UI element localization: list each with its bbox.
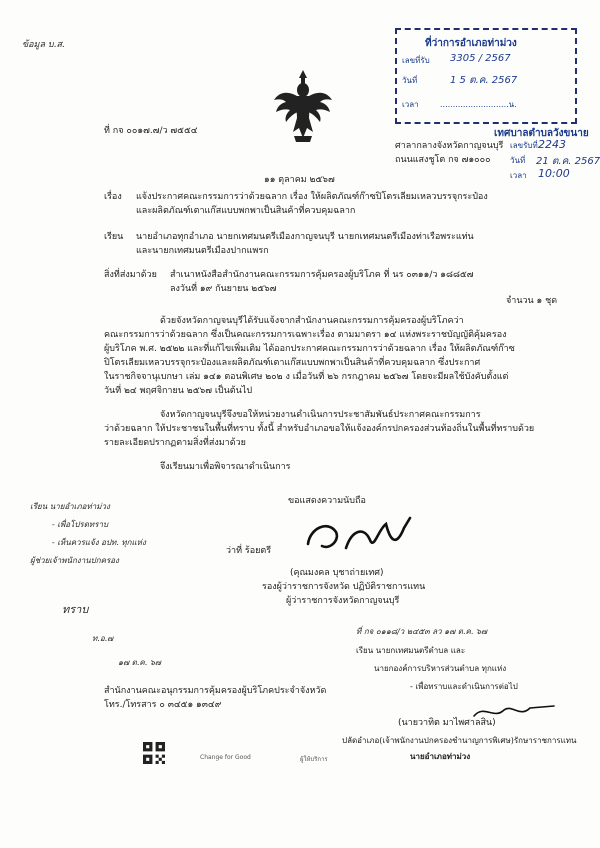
- stamp2-org: เทศบาลตำบลวังขนาย: [494, 128, 589, 139]
- para1-line-2: คณะกรรมการว่าด้วยฉลาก ซึ่งเป็นคณะกรรมการเฉพาะเรื่อง ตามมาตรา ๑๔ แห่งพระราชบัญญัติคุ้มครอง: [104, 330, 507, 340]
- stamp-date-label: วันที่: [402, 76, 418, 85]
- stamp-time: ...........................น.: [440, 100, 517, 109]
- stamp2-time: 10:00: [538, 167, 570, 180]
- handnote-left-3: - เห็นควรแจ้ง อปท. ทุกแห่ง: [52, 538, 146, 547]
- enclosure-label: สิ่งที่ส่งมาด้วย: [104, 270, 157, 280]
- subject-label: เรื่อง: [104, 192, 122, 202]
- para1-line-6: วันที่ ๒๔ พฤศจิกายน ๒๕๖๗ เป็นต้นไป: [104, 386, 253, 396]
- org-address: ถนนแสงชูโต กจ ๗๑๐๐๐: [395, 155, 491, 165]
- handnote-right-6: ปลัดอำเภอ(เจ้าพนักงานปกครองชำนาญการพิเศษ)รักษาราชการแทน: [342, 736, 577, 745]
- doc-ref-no: ที่ กจ ๐๐๑๗.๗/ว ๗๕๕๔: [104, 126, 198, 136]
- para2-line-2: ว่าด้วยฉลาก ให้ประชาชนในพื้นที่ทราบ ทั้งนี้ สำหรับอำเภอขอให้แจ้งองค์กรปกครองส่วนท้องถิ่นในพื้นที่ทราบด้วย: [104, 424, 535, 434]
- subject-line-1: แจ้งประกาศคณะกรรมการว่าด้วยฉลาก เรื่อง ให้ผลิตภัณฑ์ก๊าซปิโตรเลียมเหลวบรรจุกระป๋อง: [136, 192, 488, 202]
- stamp-recv-no: 3305 / 2567: [450, 53, 511, 64]
- signer-position-2: ผู้ว่าราชการจังหวัดกาญจนบุรี: [286, 596, 400, 606]
- handnote-left-5: ทราบ: [62, 603, 89, 616]
- doc-date: ๑๑ ตุลาคม ๒๕๖๗: [264, 175, 335, 185]
- enclosure-count: จำนวน ๑ ชุด: [506, 296, 558, 306]
- handnote-right-1: ที่ กจ ๐๑๑๘/ว ๒๔๕๓ ลว ๑๗ ต.ค. ๖๗: [356, 627, 488, 636]
- department-name: สำนักงานคณะอนุกรรมการคุ้มครองผู้บริโภคประจำจังหวัด: [104, 686, 327, 696]
- para2-line-3: รายละเอียดปรากฏตามสิ่งที่ส่งมาด้วย: [104, 438, 246, 448]
- stamp2-recv-no: 2243: [538, 138, 566, 151]
- signer-position-1: รองผู้ว่าราชการจังหวัด ปฏิบัติราชการแทน: [262, 582, 426, 592]
- regards-text: ขอแสดงความนับถือ: [288, 496, 366, 506]
- handnote-right-5: (นายวาทิต มาไพศาลสิน): [398, 718, 496, 728]
- footer-logo-change: Change for Good: [200, 754, 251, 761]
- stamp-time-label: เวลา: [402, 100, 419, 109]
- para1-line-5: ในราชกิจจานุเบกษา เล่ม ๑๔๑ ตอนพิเศษ ๒๐๒ ง เมื่อวันที่ ๒๖ กรกฎาคม ๒๕๖๗ โดยจะมีผลใช้บังคับตั้งแต่: [104, 372, 509, 382]
- garuda-emblem-icon: [272, 66, 334, 144]
- department-phone: โทร./โทรสาร ๐ ๓๔๕๑ ๑๓๔๙: [104, 700, 222, 710]
- stamp-org: ที่ว่าการอำเภอท่าม่วง: [425, 38, 517, 49]
- closing-text: จึงเรียนมาเพื่อพิจารณาดำเนินการ: [160, 462, 291, 472]
- para1-line-3: ผู้บริโภค พ.ศ. ๒๕๒๒ และที่แก้ไขเพิ่มเติม ได้ออกประกาศคณะกรรมการว่าด้วยฉลาก เรื่อง ให้ผลิตภัณฑ์ก๊าซ: [104, 344, 515, 354]
- to-label: เรียน: [104, 232, 124, 242]
- handnote-left-1: เรียน นายอำเภอท่าม่วง: [30, 502, 110, 511]
- stamp-recv-label: เลขที่รับ: [402, 56, 430, 65]
- handnote-left-6: ๑๗ ต.ค. ๖๗: [118, 658, 161, 667]
- footer-logo-service: ผู้ให้บริการ: [300, 756, 328, 763]
- enclosure-line-2: ลงวันที่ ๑๙ กันยายน ๒๕๖๗: [170, 284, 277, 294]
- para2-line-1: จังหวัดกาญจนบุรีจึงขอให้หน่วยงานดำเนินการประชาสัมพันธ์ประกาศคณะกรรมการ: [160, 410, 481, 420]
- signer-rank: ว่าที่ ร้อยตรี: [226, 546, 272, 556]
- to-line-2: และนายกเทศมนตรีเมืองปากแพรก: [136, 246, 269, 256]
- top-left-handnote: ข้อมูล บ.ส.: [22, 40, 65, 50]
- para1-line-1: ด้วยจังหวัดกาญจนบุรีได้รับแจ้งจากสำนักงานคณะกรรมการคุ้มครองผู้บริโภคว่า: [160, 316, 464, 326]
- to-line-1: นายอำเภอทุกอำเภอ นายกเทศมนตรีเมืองกาญจนบุรี นายกเทศมนตรีเมืองท่าเรือพระแท่น: [136, 232, 474, 242]
- signature-icon: [300, 510, 440, 558]
- stamp2-date: 21 ต.ค. 2567: [536, 156, 600, 167]
- handnote-right-3: นายกองค์การบริหารส่วนตำบล ทุกแห่ง: [374, 664, 507, 673]
- handnote-left-2: - เพื่อโปรดทราบ: [52, 520, 109, 529]
- qr-code-icon: [143, 742, 165, 764]
- handnote-right-4: - เพื่อทราบและดำเนินการต่อไป: [410, 682, 518, 691]
- para1-line-4: ปิโตรเลียมเหลวบรรจุกระป๋องและผลิตภัณฑ์เตาแก๊สแบบพกพาเป็นสินค้าที่ควบคุมฉลาก ซึ่งประกาศ: [104, 358, 481, 368]
- handnote-right-7: นายอำเภอท่าม่วง: [410, 752, 471, 761]
- handnote-left-7: ท.อ.๗: [92, 634, 114, 643]
- stamp2-recv-label: เลขรับที่: [510, 141, 538, 150]
- stamp2-time-label: เวลา: [510, 171, 527, 180]
- signer-name: (คุณมงคล บุชาถ่ายเทศ): [290, 568, 384, 578]
- stamp-date: 1 5 ต.ค. 2567: [450, 75, 518, 86]
- subject-line-2: และผลิตภัณฑ์เตาแก๊สแบบพกพาเป็นสินค้าที่ควบคุมฉลาก: [136, 206, 356, 216]
- org-name: ศาลากลางจังหวัดกาญจนบุรี: [395, 141, 504, 151]
- handnote-left-4: ผู้ช่วยเจ้าพนักงานปกครอง: [30, 556, 119, 565]
- stamp2-date-label: วันที่: [510, 156, 526, 165]
- enclosure-line-1: สำเนาหนังสือสำนักงานคณะกรรมการคุ้มครองผู้บริโภค ที่ นร ๐๓๑๑/ว ๑๘๘๕๗: [170, 270, 474, 280]
- handnote-right-2: เรียน นายกเทศมนตรีตำบล และ: [356, 646, 466, 655]
